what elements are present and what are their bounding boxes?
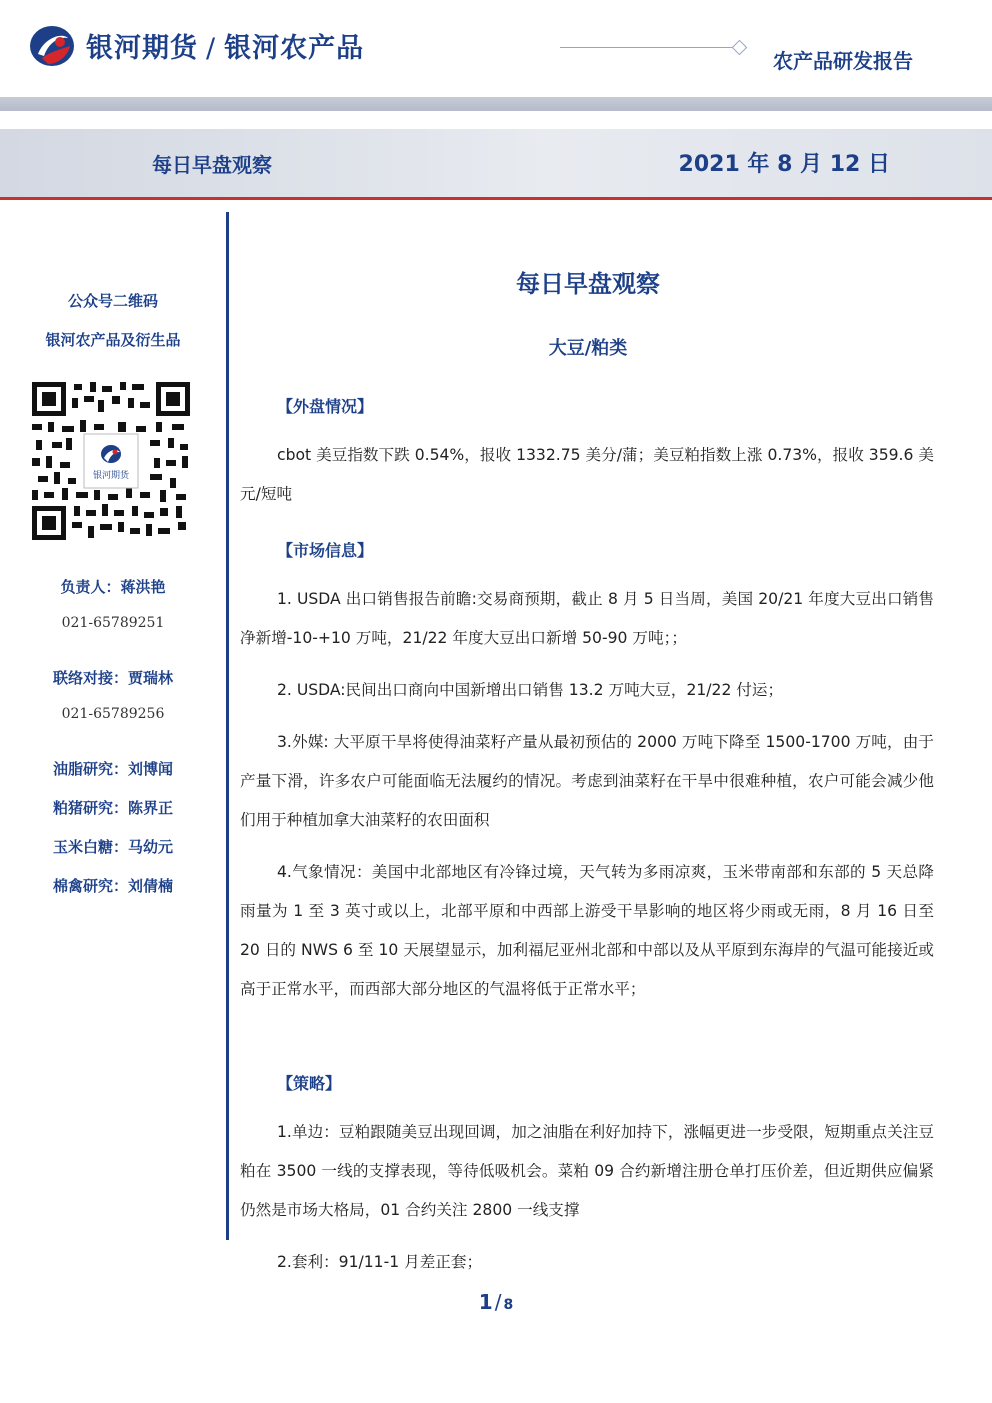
page-header (0, 0, 992, 112)
researcher-cotton-poultry: 棉禽研究：刘倩楠 (52, 877, 173, 895)
strategy-item-1: 1.单边：豆粕跟随美豆出现回调，加之油脂在利好加持下，涨幅更进一步受限，短期重点关注豆粕在 3500 一线的支撑表现，等待低吸机会。菜粕 09 合约新增注册仓单打压价差，但近期供应偏紧仍然是市场大格局，01 合约关注 2800 一线支撑 (240, 1123, 934, 1219)
brand-name: 银河期货 (86, 33, 198, 64)
qr-code-icon[interactable] (32, 382, 190, 540)
section-market-info: 【市场信息】 (277, 541, 374, 560)
section-outer-market: 【外盘情况】 (277, 397, 374, 416)
page-total: 8 (503, 1297, 514, 1313)
brand-title (86, 26, 364, 65)
title-band (0, 129, 992, 197)
liaison-contact: 联络对接：贾瑞林 (52, 669, 173, 687)
page-number (0, 1290, 992, 1314)
market-info-item-1: 1. USDA 出口销售报告前瞻:交易商预期，截止 8 月 5 日当周，美国 20/21 年度大豆出口销售净新增-10-+10 万吨，21/22 年度大豆出口新增 50-90 万吨；； (240, 590, 934, 647)
lead-contact: 负责人：蒋洪艳 (60, 578, 166, 596)
qr-center-label: 银河期货 (92, 471, 130, 481)
doc-title: 每日早盘观察 (516, 270, 660, 298)
header-deco-line (560, 47, 732, 48)
outer-market-paragraph: cbot 美豆指数下跌 0.54%，报收 1332.75 美分/蒲；美豆粕指数上涨 0.73%，报收 359.6 美元/短吨 (240, 446, 934, 503)
liaison-phone[interactable]: 021-65789256 (61, 706, 165, 722)
band-title: 每日早盘观察 (152, 153, 272, 177)
brand-sub: 银河农产品 (224, 33, 365, 64)
galaxy-logo-icon (28, 24, 76, 68)
section-strategy: 【策略】 (277, 1074, 342, 1093)
researcher-corn-sugar: 玉米白糖：马幼元 (52, 838, 173, 856)
report-date: 2021 年 8 月 12 日 (678, 152, 890, 177)
market-info-item-3: 3.外媒: 大平原干旱将使得油菜籽产量从最初预估的 2000 万吨下降至 1500-1700 万吨，由于产量下滑，许多农户可能面临无法履约的情况。考虑到油菜籽在干旱中很难种植，农户可能会减少他们用于种植加拿大油菜籽的农田面积 (240, 733, 934, 829)
page-separator: / (494, 1290, 502, 1314)
report-type: 农产品研发报告 (773, 49, 913, 73)
lead-phone[interactable]: 021-65789251 (61, 615, 165, 631)
researcher-oils: 油脂研究：刘博闻 (52, 760, 173, 778)
sidebar (0, 212, 226, 1242)
researcher-meal-hog: 粕猪研究：陈界正 (52, 799, 173, 817)
market-info-item-4: 4.气象情况：美国中北部地区有冷锋过境，天气转为多雨凉爽，玉米带南部和东部的 5 天总降雨量为 1 至 3 英寸或以上，北部平原和中西部上游受干旱影响的地区将少雨或无雨，8 月 16 日至 20 日的 NWS 6 至 10 天展望显示，加利福尼亚州北部和中部以及从平原到东海岸的气温可能接近或高于正常水平，而西部大部分地区的气温将低于正常水平； (240, 863, 934, 998)
strategy-item-2: 2.套利：91/11-1 月差正套； (277, 1253, 483, 1271)
page-current: 1 (478, 1290, 493, 1314)
header-band (0, 97, 992, 111)
qr-title: 公众号二维码 (67, 292, 158, 310)
header-deco-diamond (732, 40, 748, 56)
qr-subtitle: 银河农产品及衍生品 (45, 331, 181, 349)
sidebar-divider (226, 212, 229, 1240)
brand-slash: / (206, 33, 217, 64)
market-info-item-2: 2. USDA:民间出口商向中国新增出口销售 13.2 万吨大豆，21/22 付运； (277, 681, 784, 699)
doc-subtitle: 大豆/粕类 (548, 338, 628, 359)
